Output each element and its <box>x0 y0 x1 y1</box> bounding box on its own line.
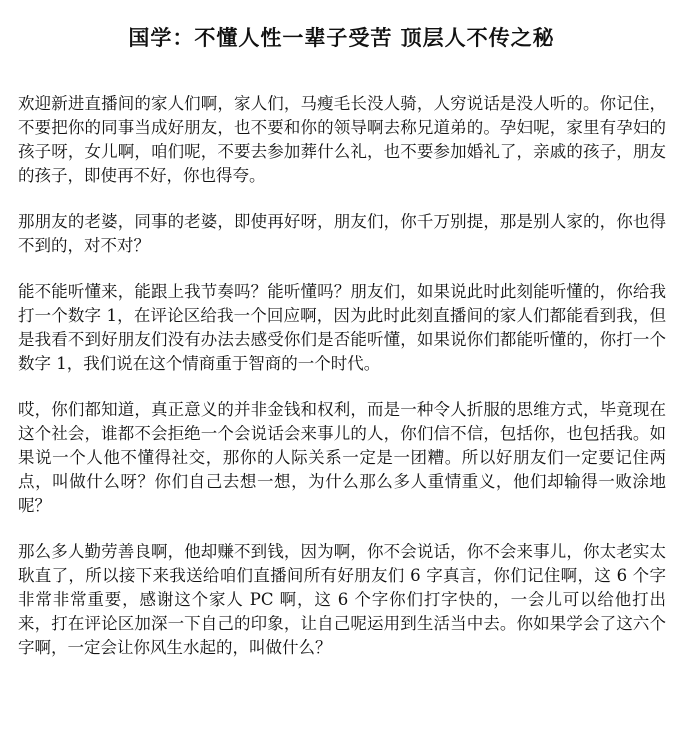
paragraph: 那朋友的老婆，同事的老婆，即使再好呀，朋友们，你千万别提，那是别人家的，你也得不到的，对不对？ <box>18 212 666 255</box>
document-title: 国学：不懂人性一辈子受苦 顶层人不传之秘 <box>128 26 555 50</box>
paragraph: 那么多人勤劳善良啊，他却赚不到钱，因为啊，你不会说话，你不会来事儿，你太老实太耿直了，所以接下来我送给咱们直播间所有好朋友们 6 字真言，你们记住啊，这 6 个字非常非常重要，感谢这个家人 PC 啊，这 6 个字你们打字快的，一会儿可以给他打出来，打在评论区加深一下自己的印象，让自己呢运用到生活当中去。你如果学会了这六个字啊，一定会让你风生水起的，叫做什么？ <box>18 542 666 657</box>
paragraph: 哎，你们都知道，真正意义的并非金钱和权利，而是一种令人折服的思维方式，毕竟现在这个社会，谁都不会拒绝一个会说话会来事儿的人，你们信不信，包括你，也包括我。如果说一个人他不懂得社交，那你的人际关系一定是一团糟。所以好朋友们一定要记住两点，叫做什么呀？你们自己去想一想，为什么那么多人重情重义，他们却输得一败涂地呢？ <box>18 400 666 515</box>
document-body <box>18 92 666 682</box>
paragraph: 能不能听懂来，能跟上我节奏吗？能听懂吗？朋友们，如果说此时此刻能听懂的，你给我打一个数字 1，在评论区给我一个回应啊，因为此时此刻直播间的家人们都能看到我，但是我看不到好朋友们没有办法去感受你们是否能听懂，如果说你们都能听懂的，你打一个数字 1，我们说在这个情商重于智商的一个时代。 <box>18 282 666 373</box>
paragraph: 欢迎新进直播间的家人们啊，家人们，马瘦毛长没人骑，人穷说话是没人听的。你记住，不要把你的同事当成好朋友，也不要和你的领导啊去称兄道弟的。孕妇呢，家里有孕妇的孩子呀，女儿啊，咱们呢，不要去参加葬什么礼，也不要参加婚礼了，亲戚的孩子，朋友的孩子，即使再不好，你也得夸。 <box>18 94 666 185</box>
